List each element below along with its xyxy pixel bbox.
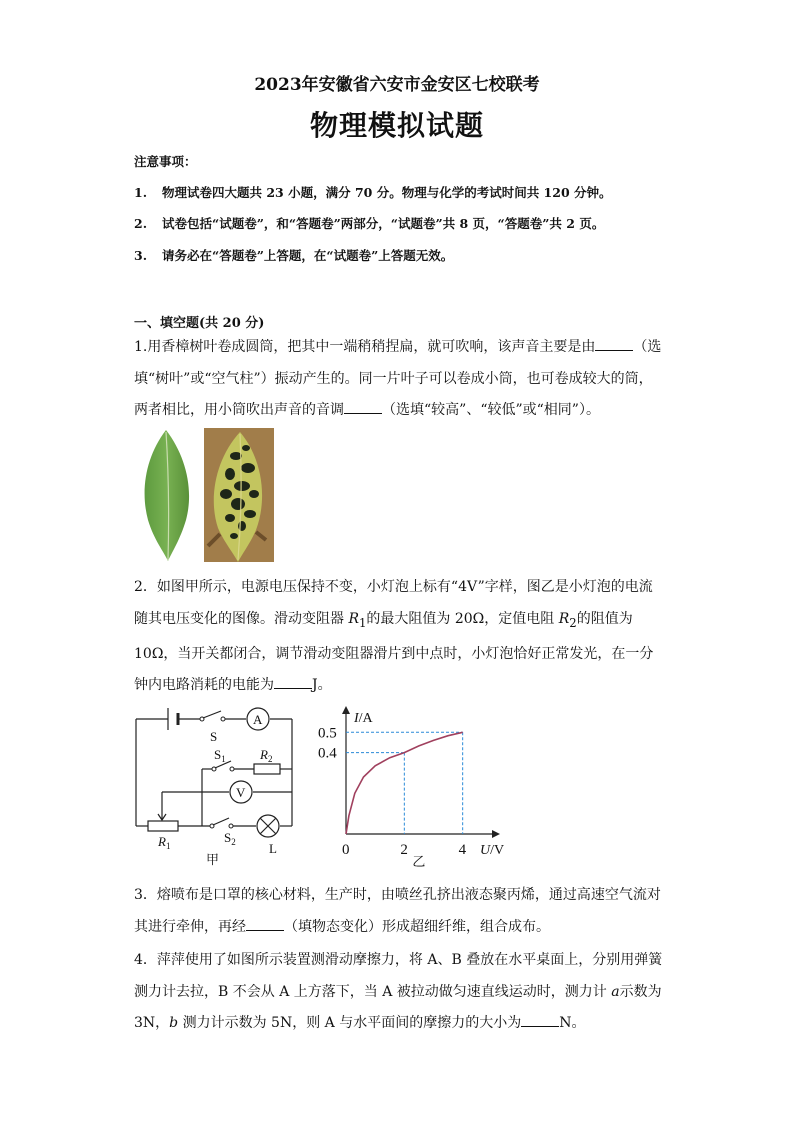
switch-s2-icon	[210, 818, 233, 828]
circuit-diagram	[128, 704, 308, 872]
switch-s-label: S	[210, 729, 218, 744]
answer-blank[interactable]	[344, 399, 382, 414]
figure-caption-jia: 甲	[206, 853, 220, 868]
meter-a-symbol: a	[611, 983, 620, 1000]
q3-text-1: 3．熔喷布是口罩的核心材料，生产时，由喷丝孔挤出液态聚丙烯，通过高速空气流对其进行牵伸，再经	[134, 887, 661, 935]
y-axis-label: I/A	[354, 711, 373, 726]
answer-blank[interactable]	[274, 674, 312, 689]
q2-text-2: 的最大阻值为 20Ω，定值电阻	[366, 610, 559, 627]
exam-title: 物理模拟试题	[309, 109, 484, 142]
rheostat-r1-icon	[148, 808, 178, 831]
chart-tick-labels	[318, 725, 467, 858]
resistor-r2-label: $R_2$	[260, 747, 273, 764]
lamp-icon	[257, 815, 279, 837]
switch-s2-label: $S_2$	[224, 830, 236, 847]
meter-b-symbol: b	[169, 1015, 179, 1031]
lamp-label: L	[269, 841, 277, 856]
note-text: 请务必在“答题卷”上答题，在“试题卷”上答题无效。	[162, 248, 454, 263]
q1-text-3: （选填“较高”、“较低”或“相同”）。	[382, 402, 600, 418]
note-number: 2.	[134, 216, 148, 231]
q2-text-3: 的阻值为 10Ω，当开关都闭合，调节滑动变阻器滑片到中点时，小灯泡恰好正常发光，在一分钟内电路消耗的电能为	[134, 610, 654, 694]
q2-text-1: 2．如图甲所示，电源电压保持不变，小灯泡上标有“4V”字样，图乙是小灯泡的电流随其电压变化的图像。滑动变阻器	[134, 579, 653, 627]
q2-text-4: J。	[312, 677, 332, 694]
chart-guides	[346, 732, 463, 834]
q4-text-4: N。	[559, 1015, 586, 1031]
q4-text-2: 示数为 3N，	[134, 983, 662, 1031]
note-number: 3.	[134, 248, 148, 263]
ammeter-label: A	[253, 712, 263, 727]
r1-subscript: 1	[359, 615, 367, 630]
r2-subscript: 2	[569, 615, 577, 630]
x-tick-label: 0	[342, 842, 350, 858]
answer-blank[interactable]	[246, 916, 284, 931]
voltmeter-label: V	[236, 785, 246, 800]
x-tick-label: 4	[458, 842, 467, 858]
question-1	[134, 332, 666, 427]
q1-text-2: （选填“树叶”或“空气柱”）振动产生的。同一片叶子可以卷成小筒，也可卷成较大的筒，两者相比，用小筒吹出声音的音调	[134, 339, 662, 418]
green-leaf-image	[145, 430, 189, 561]
x-axis-arrow	[492, 830, 500, 838]
note-item	[134, 183, 612, 201]
iu-chart	[312, 704, 505, 870]
q3-text-2: （填物态变化）形成超细纤维，组合成布。	[284, 918, 550, 935]
answer-blank[interactable]	[595, 336, 633, 351]
leaf-photos	[138, 428, 274, 562]
note-item	[134, 214, 604, 232]
rheostat-r1-label: $R_1$	[158, 834, 171, 851]
section-heading: 一、填空题(共 20 分)	[134, 316, 265, 331]
resistor-r2-icon	[254, 764, 280, 774]
note-text: 物理试卷四大题共 23 小题，满分 70 分。物理与化学的考试时间共 120 分钟。	[162, 185, 612, 200]
question-3	[134, 880, 666, 943]
q4-text-1: 4．萍萍使用了如图所示装置测滑动摩擦力，将 A、B 叠放在水平桌面上，分别用弹簧测力计去拉，B 不会从 A 上方落下，当 A 被拉动做匀速直线运动时，测力计	[134, 952, 663, 1000]
figure-caption-yi: 乙	[412, 855, 426, 870]
y-tick-label: 0.5	[318, 725, 337, 742]
r2-symbol: R	[558, 610, 570, 627]
answer-blank[interactable]	[521, 1012, 559, 1027]
notes-heading: 注意事项：	[134, 154, 197, 169]
question-4	[134, 945, 666, 1040]
x-tick-label: 2	[400, 842, 408, 858]
r1-symbol: R	[348, 610, 359, 627]
voltmeter-icon	[230, 781, 252, 803]
note-text: 试卷包括“试题卷”，和“答题卷”两部分，“试题卷”共 8 页，“答题卷”共 2 页。	[162, 216, 605, 231]
switch-s1-label: $S_1$	[214, 747, 226, 764]
y-axis-arrow	[342, 706, 350, 714]
exam-subtitle: 2023年安徽省六安市金安区七校联考	[254, 75, 540, 95]
note-item	[134, 246, 453, 264]
question-2	[134, 572, 666, 702]
battery-icon	[168, 708, 178, 730]
note-number: 1.	[134, 185, 148, 200]
y-tick-label: 0.4	[318, 745, 337, 762]
q4-text-3: 测力计示数为 5N，则 A 与水平面间的摩擦力的大小为	[178, 1015, 522, 1031]
ammeter-icon	[247, 708, 269, 730]
switch-s-icon	[200, 711, 225, 721]
q1-text-1: 1.用香樟树叶卷成圆筒，把其中一端稍稍捏扁，就可吹响，该声音主要是由	[134, 339, 596, 355]
spotted-leaf-image	[204, 428, 274, 562]
x-axis-label: U/V	[480, 843, 505, 858]
